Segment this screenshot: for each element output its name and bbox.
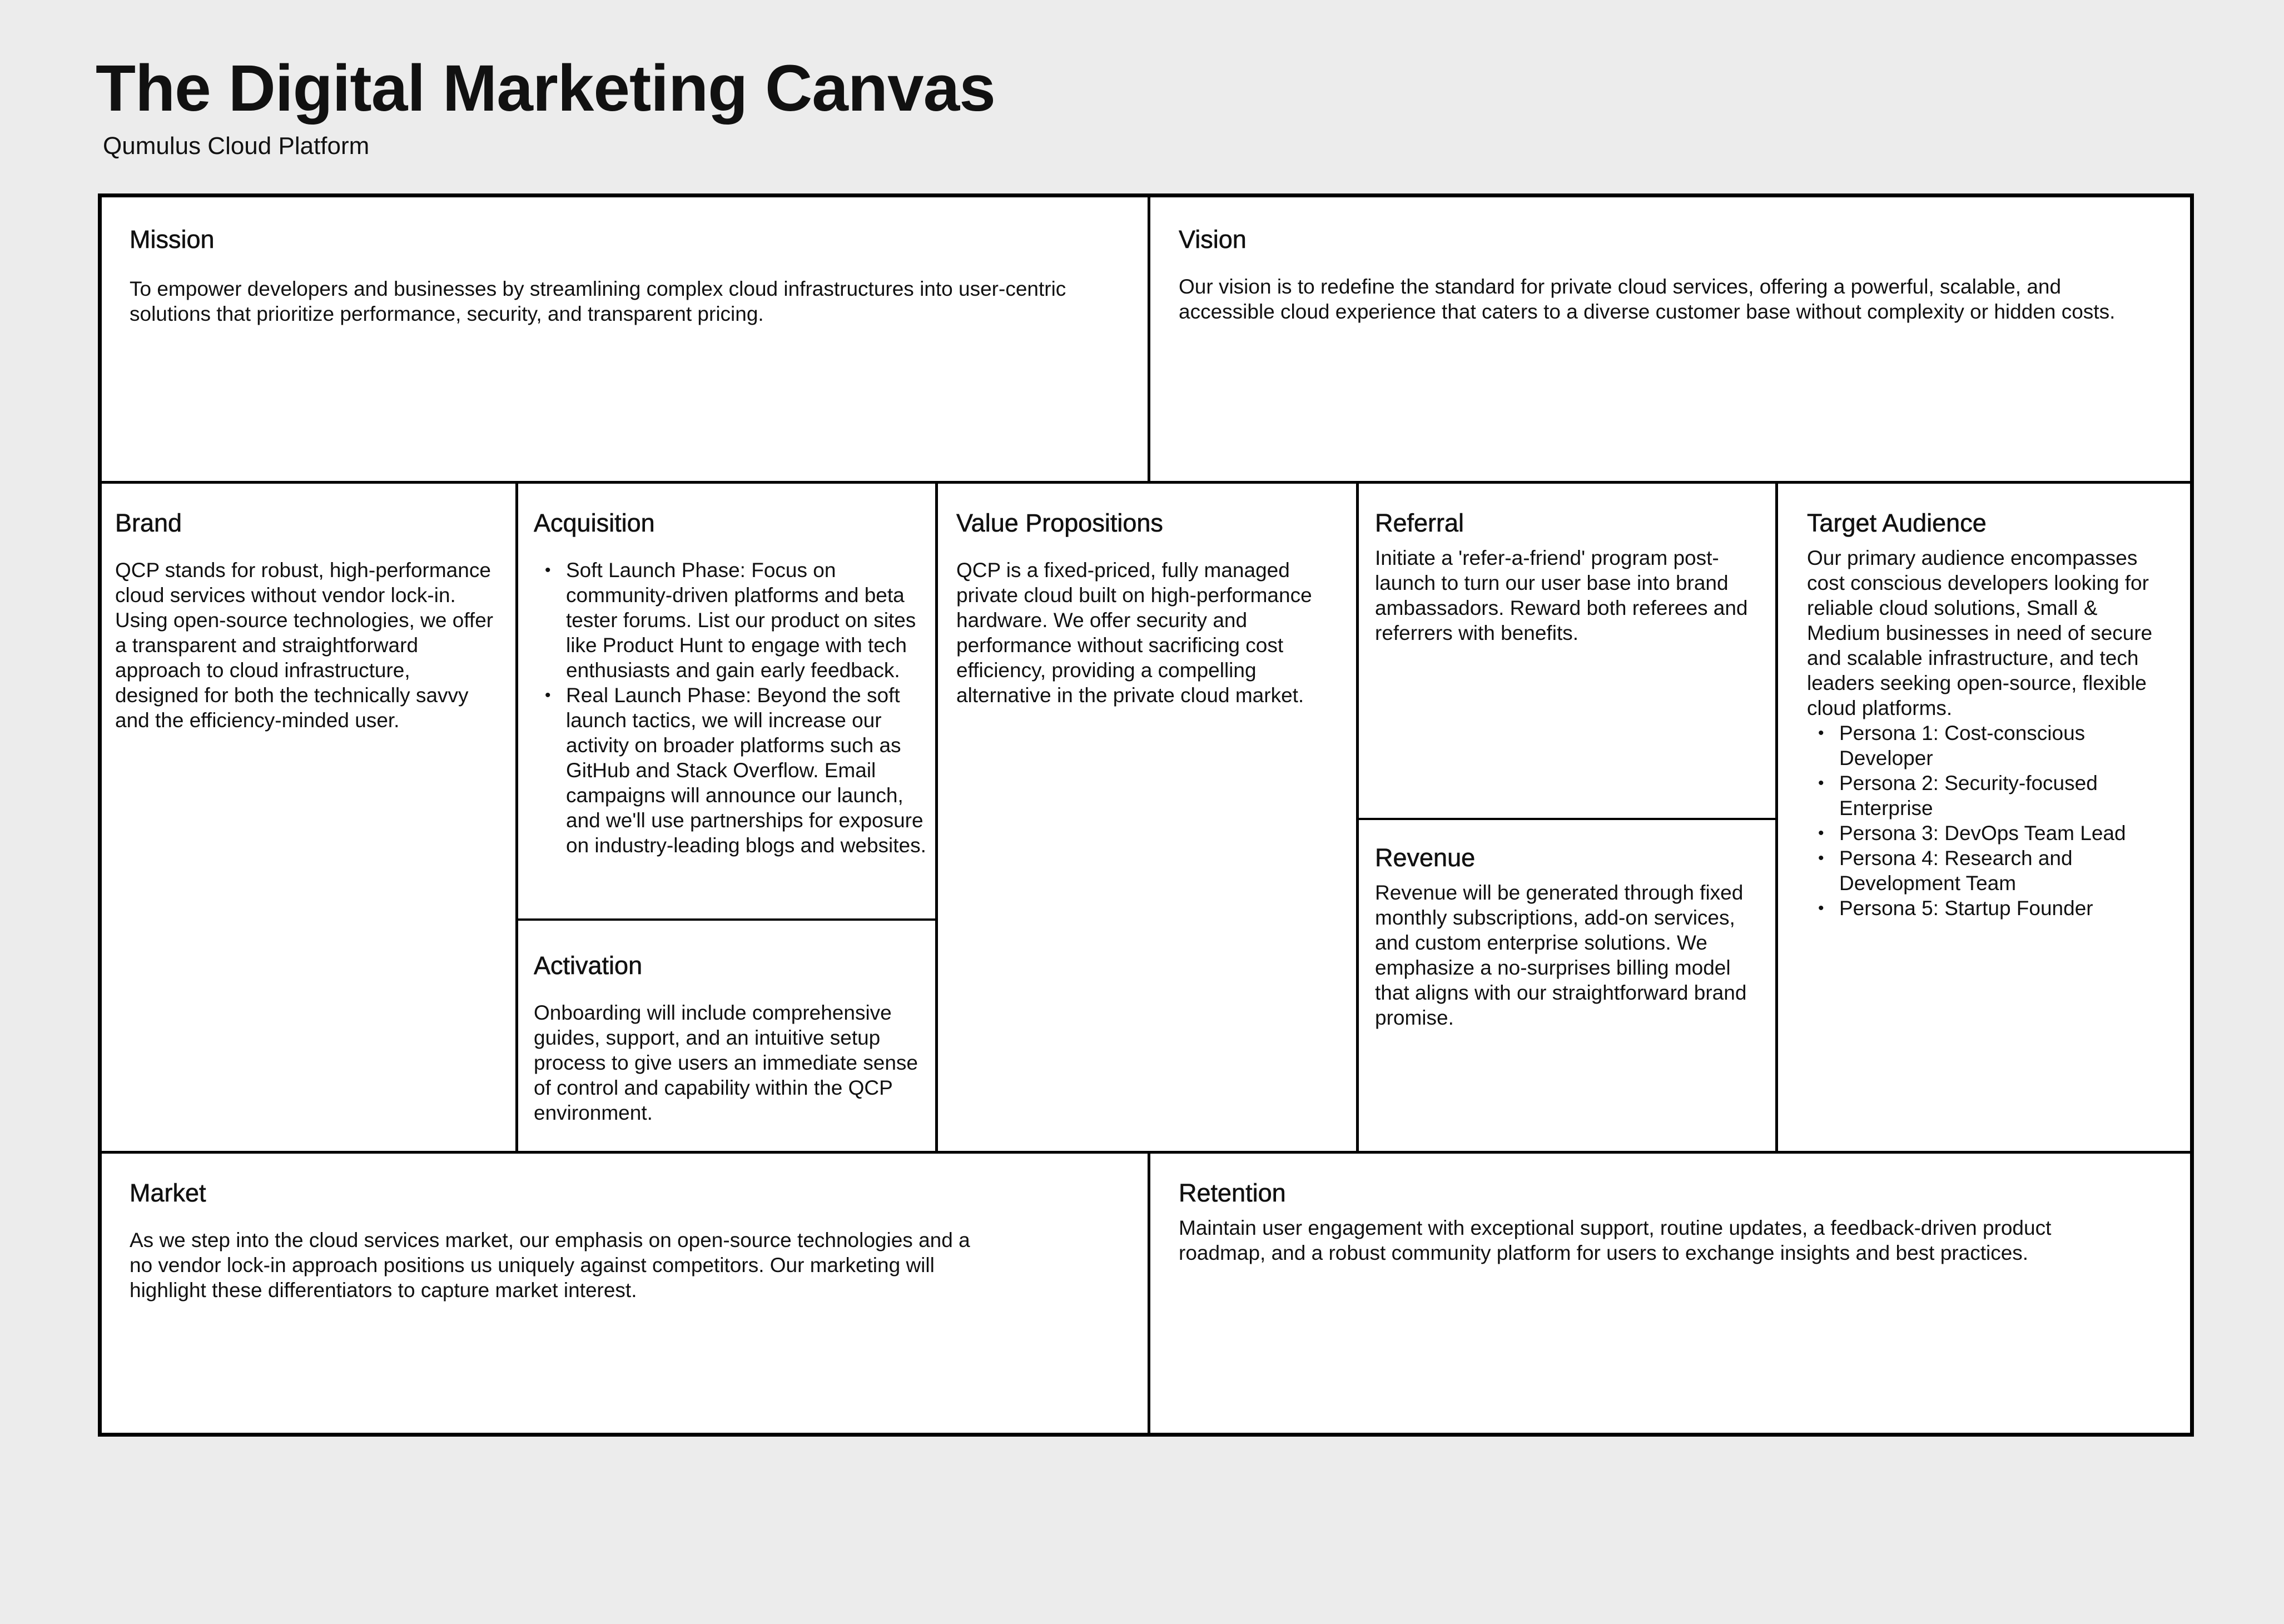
target-audience-text: Our primary audience encompasses cost conscious developers looking for reliable cloud solutions, Small & Medium businesses in need of secure and scalable infrastructure, and tech leaders seeking open-source, flexible cloud platforms. [1807,546,2153,719]
target-audience-section [1807,509,2171,1137]
vision-text: Our vision is to redefine the standard for private cloud services, offering a powerful, scalable, and accessible cloud experience that caters to a diverse customer base without complexity or hidden costs. [1179,275,2116,323]
activation-section [534,951,929,1140]
mission-heading: Mission [130,225,215,254]
activation-heading: Activation [534,951,643,980]
divider-col-2 [935,482,938,1152]
market-section [130,1179,1130,1423]
referral-heading: Referral [1375,509,1464,537]
mission-section [130,225,1130,470]
referral-text: Initiate a 'refer-a-friend' program post-launch to turn our user base into brand ambassadors. Reward both referees and referrers with benefits. [1375,546,1748,644]
page-title: The Digital Marketing Canvas [96,52,995,125]
brand-section [115,509,499,1137]
value-propositions-heading: Value Propositions [956,509,1163,537]
persona-item: • Persona 5: Startup Founder [1807,896,2163,921]
persona-item: • Persona 3: DevOps Team Lead [1807,821,2163,846]
retention-text: Maintain user engagement with exceptional support, routine updates, a feedback-driven product roadmap, and a robust community platform for users to exchange insights and best practices. [1179,1216,2052,1264]
value-propositions-section [956,509,1340,1137]
referral-section [1375,509,1761,809]
vision-section [1179,225,2168,470]
value-propositions-text: QCP is a fixed-priced, fully managed private cloud built on high-performance hardware. We offer security and performance without sacrificing cost efficiency, providing a compelling alternative in the private cloud market. [956,558,1312,707]
market-heading: Market [130,1179,206,1207]
persona-item: • Persona 4: Research and Development Team [1807,846,2163,896]
revenue-text: Revenue will be generated through fixed monthly subscriptions, add-on services, and custom enterprise solutions. We emphasize a no-surprises billing model that aligns with our straightforward brand promise. [1375,881,1747,1029]
vision-heading: Vision [1179,225,1247,254]
divider-col-3 [1356,482,1359,1152]
mission-text: To empower developers and businesses by streamlining complex cloud infrastructures into user-centric solutions that prioritize performance, security, and transparent pricing. [130,277,1066,325]
revenue-heading: Revenue [1375,843,1476,872]
acquisition-item: • Real Launch Phase: Beyond the soft launch tactics, we will increase our activity on broader platforms such as GitHub and Stack Overflow. Email campaigns will announce our launch, and we'll use partnerships for exposure on industry-leading blogs and websites. [534,683,929,858]
divider-acquisition-activation [517,918,936,921]
brand-heading: Brand [115,509,182,537]
retention-section [1179,1179,2168,1423]
divider-top-center [1148,197,1150,482]
persona-item: • Persona 2: Security-focused Enterprise [1807,771,2163,821]
persona-item: • Persona 1: Cost-conscious Developer [1807,721,2163,771]
retention-heading: Retention [1179,1179,1286,1207]
marketing-canvas [98,193,2194,1437]
brand-text: QCP stands for robust, high-performance cloud services without vendor lock-in. Using open-source technologies, we offer a transparent and straightforward approach to cloud infrastructure, designed for both the technically savvy and the efficiency-minded user. [115,558,494,732]
acquisition-item: • Soft Launch Phase: Focus on community-driven platforms and beta tester forums. List our product on sites like Product Hunt to engage with tech enthusiasts and gain early feedback. [534,558,929,683]
divider-col-1 [515,482,518,1152]
divider-bottom-row [102,1151,2190,1154]
divider-top-row [102,481,2190,484]
acquisition-heading: Acquisition [534,509,655,537]
divider-referral-revenue [1357,818,1776,820]
divider-bottom-center [1148,1151,1150,1434]
target-audience-heading: Target Audience [1807,509,1987,537]
page-subtitle: Qumulus Cloud Platform [103,132,370,160]
activation-text: Onboarding will include comprehensive guides, support, and an intuitive setup process to give users an immediate sense of control and capability within the QCP environment. [534,1001,918,1124]
persona-list [1807,721,2163,921]
divider-col-4 [1775,482,1778,1152]
revenue-section [1375,843,1761,1138]
acquisition-section [534,509,929,913]
market-text: As we step into the cloud services market, our emphasis on open-source technologies and a no vendor lock-in approach positions us uniquely against competitors. Our marketing will highlight these differentiators to capture market interest. [130,1228,970,1302]
acquisition-list [534,558,929,858]
